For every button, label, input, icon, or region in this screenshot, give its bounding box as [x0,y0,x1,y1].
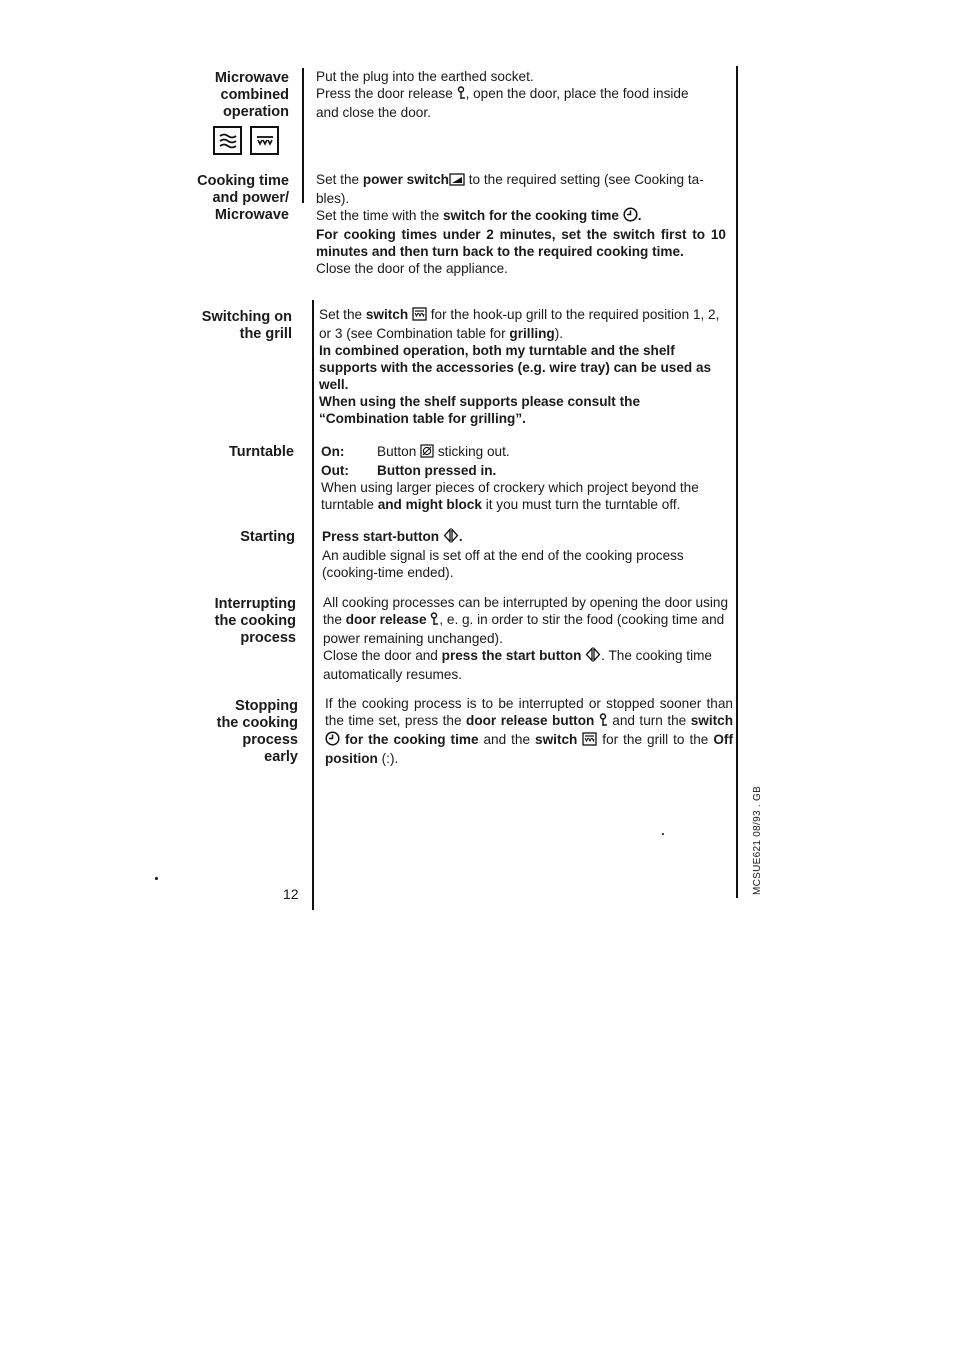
section-turntable-text [321,443,731,513]
text-line: and close the door. [316,105,431,120]
heading-stopping: Stopping the cooking process early [216,698,298,765]
text-line: If the cooking process is to be interrupted or stopped sooner than the time set, press the door release button and turn the switch for the cooking time and the switch for the grill to the Off position (:). [325,696,734,766]
heading-grill: Switching on the grill [201,309,292,342]
turntable-icon [420,444,434,462]
text-line: An audible signal is set off at the end of the cooking process (cooking-time ended). [322,548,684,580]
section-interrupting-text [323,594,733,683]
section-starting-text [322,528,732,581]
grill-icon [250,126,279,155]
speck [155,877,158,880]
heading-starting: Starting [240,529,295,545]
text-line: Press start-button . [322,528,732,547]
turntable-out-row: Out: Button pressed in. [321,463,497,478]
text-note: When using the shelf supports please consult the “Combination table for grilling”. [319,394,640,426]
text-line: Put the plug into the earthed socket. [316,69,534,84]
text-line: Press the door release , open the door, place the food inside [316,85,728,104]
power-switch-icon [449,173,465,190]
timer-icon [623,207,638,226]
text-note: In combined operation, both my turntable and the shelf supports with the accessories (e.g. wire tray) can be used as well. [319,343,712,392]
timer-icon [325,731,340,750]
grill-switch-icon [582,732,597,750]
door-release-icon [599,713,608,731]
page-number: 12 [283,886,299,902]
section-microwave-combined-text [316,68,728,121]
text-line: Close the door and press the start button . The cooking time automatically resumes. [323,648,712,682]
text-line: Set the switch for the hook-up grill to the required position 1, 2, or 3 (see Combination table for grilling). [319,307,720,341]
door-release-icon [430,612,439,630]
heading-microwave-combined: Microwave combined operation [214,70,289,120]
text-warning: For cooking times under 2 minutes, set the switch first to 10 minutes and then turn back to the required cooking time. [316,227,726,259]
mode-icons [213,126,279,155]
turntable-on-row: On: Button sticking out. [321,443,731,462]
column-divider-left [302,68,304,203]
speck [662,833,664,835]
text-line: Set the time with the switch for the cooking time . [316,207,726,226]
text-line: All cooking processes can be interrupted by opening the door using the door release , e. g. in order to stir the food (cooking time and power remaining unchanged). [323,595,729,646]
heading-cooking-time: Cooking time and power/ Microwave [197,173,289,223]
column-divider-right [736,66,738,898]
section-stopping-text [325,695,733,767]
start-button-icon [443,528,459,547]
text-line: Set the power switch to the required setting (see Cooking ta- [316,171,726,190]
column-divider-left-2 [312,300,314,910]
document-code: MCSUE621 08/93 . GB [752,785,763,895]
door-release-icon [457,86,466,104]
section-grill-text [319,306,729,427]
microwave-icon [213,126,242,155]
heading-interrupting: Interrupting the cooking process [214,596,296,646]
text-line: When using larger pieces of crockery which project beyond the turntable and might block it you must turn the turntable off. [321,480,699,512]
grill-switch-icon [412,307,427,325]
section-cooking-time-text [316,171,726,277]
text-line: bles). [316,191,350,206]
start-button-icon [585,647,601,666]
heading-turntable: Turntable [229,444,294,460]
text-line: Close the door of the appliance. [316,261,508,276]
